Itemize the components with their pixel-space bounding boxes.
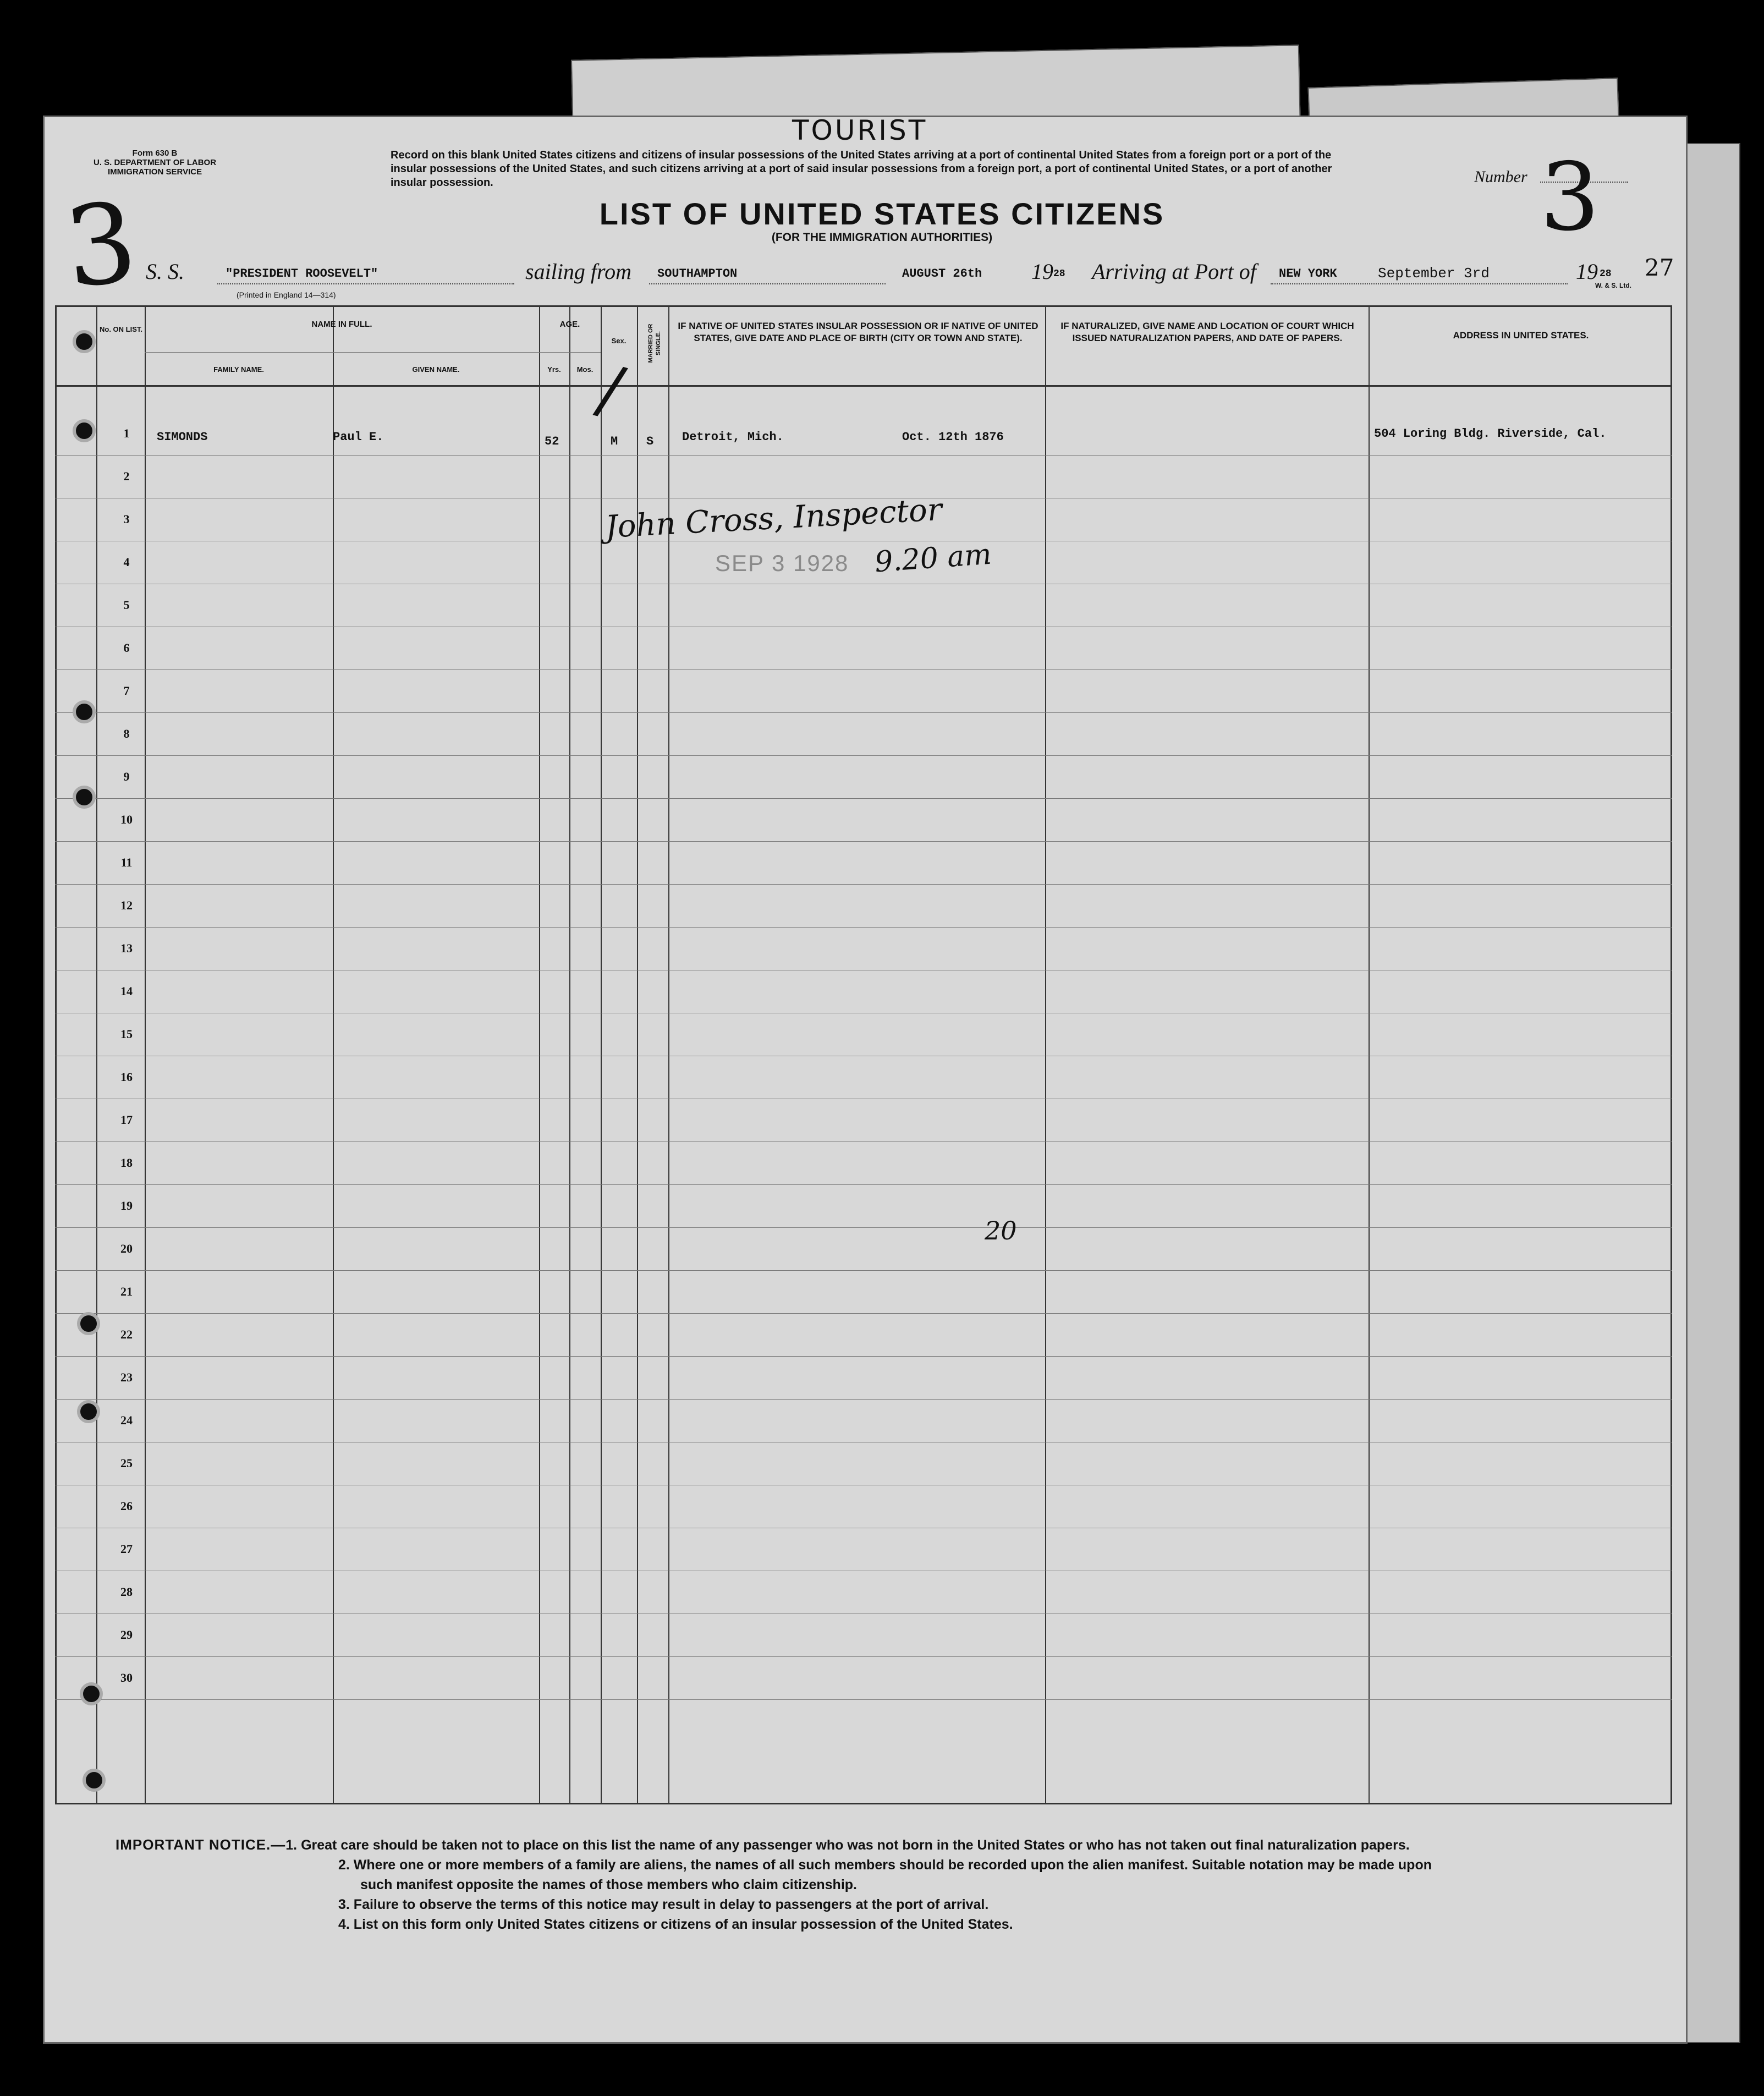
row-number: 6 [123,641,130,655]
notice-item-2b: such manifest opposite the names of those members who claim citizenship. [360,1877,857,1892]
row-number: 13 [120,941,133,955]
header-bottom-rule [55,385,1672,387]
binder-hole [73,330,96,353]
row-number: 1 [123,426,130,440]
row-rule [55,1270,1672,1271]
column-rule [1045,305,1046,1804]
port-from-line [649,283,886,284]
row-number: 29 [120,1628,133,1642]
handwritten-20: 20 [985,1216,1017,1245]
check-mark: / [590,350,631,430]
age-subheader-rule [539,352,601,353]
port-from: SOUTHAMPTON [657,267,738,281]
notice-item-4: 4. List on this form only United States citizens or citizens of an insular possession of the United States. [338,1917,1013,1932]
row-number: 25 [120,1456,133,1470]
page-subtitle: (FOR THE IMMIGRATION AUTHORITIES) [771,231,993,244]
form-number: Form 630 B [132,149,178,158]
entry-birth-place: Detroit, Mich. [682,430,784,444]
row-number: 26 [120,1499,133,1513]
notice-item-2a: 2. Where one or more members of a family are aliens, the names of all such members should be recorded upon the alien manifest. Suitable notation may be made upon [338,1857,1432,1873]
inspector-signature: John Cross, Inspector [604,492,943,545]
tourist-annotation: TOURIST [792,114,928,146]
row-number: 18 [120,1156,133,1170]
row-rule [55,1399,1672,1400]
row-number: 27 [120,1542,133,1556]
binder-hole [73,786,96,809]
header-months: Mos. [576,365,594,374]
row-rule [55,712,1672,713]
row-rule [55,1227,1672,1228]
entry-address: 504 Loring Bldg. Riverside, Cal. [1374,427,1607,441]
header-family-name: FAMILY NAME. [213,365,264,374]
row-rule [55,1356,1672,1357]
binder-hole [80,1682,103,1705]
sailing-date: AUGUST 26th [902,267,982,281]
row-number: 16 [120,1070,133,1084]
row-number: 8 [123,727,130,740]
row-rule [55,755,1672,756]
column-rule [601,305,602,1804]
column-rule [333,305,334,1804]
row-number: 12 [120,898,133,912]
row-number: 5 [123,598,130,612]
header-naturalized: IF NATURALIZED, GIVE NAME AND LOCATION OF COURT WHICH ISSUED NATURALIZATION PAPERS, AND DATE OF PAPERS. [1060,321,1354,343]
notice-lead: IMPORTANT NOTICE.— [116,1836,286,1853]
binder-hole [73,700,96,723]
row-number: 28 [120,1585,133,1599]
entry-given-name: Paul E. [333,430,384,444]
year-suffix-2: 28 [1600,268,1612,279]
row-rule [55,1184,1672,1185]
department-label: U. S. DEPARTMENT OF LABOR [94,158,217,167]
row-number: 3 [123,512,130,526]
binder-hole [83,1769,106,1792]
header-age: AGE. [559,320,580,329]
row-number: 19 [120,1199,133,1212]
list-number: 3 [1540,143,1600,252]
header-name-in-full: NAME IN FULL. [311,320,372,329]
form-identifier [94,149,216,177]
header-sex: Sex. [611,337,627,345]
row-number: 22 [120,1327,133,1341]
column-rule [569,305,570,1804]
header-years: Yrs. [547,365,561,374]
printer-mark: W. & S. Ltd. [1595,282,1631,289]
arrival-line [1271,283,1568,284]
binder-hole [73,419,96,442]
port-to: NEW YORK [1279,267,1337,281]
header-native: IF NATIVE OF UNITED STATES INSULAR POSSESSION OR IF NATIVE OF UNITED STATES, GIVE DATE AND PLACE OF BIRTH (CITY OR TOWN AND STATE). [678,321,1038,343]
row-number: 21 [120,1285,133,1298]
notice-item-1: 1. Great care should be taken not to place on this list the name of any passenger who was not born in the United States or who has not taken out final naturalization papers. [285,1837,1410,1853]
date-stamp: SEP 3 1928 [715,550,849,576]
header-given-name: GIVEN NAME. [412,365,460,374]
notice-item-3: 3. Failure to observe the terms of this notice may result in delay to passengers at the port of arrival. [338,1897,989,1912]
row-rule [55,1656,1672,1657]
entry-birth-date: Oct. 12th 1876 [902,430,1004,444]
row-rule [55,455,1672,456]
header-no: No. ON LIST. [100,325,142,333]
row-rule [55,1699,1672,1700]
arrival-date: September 3rd [1378,265,1490,282]
entry-family-name: SIMONDS [157,430,208,444]
service-label: IMMIGRATION SERVICE [107,167,202,177]
row-number: 9 [123,770,130,783]
entry-sex: M [611,435,618,448]
inspection-time: 9.20 am [873,537,993,579]
column-rule [1369,305,1370,1804]
year-suffix-1: 28 [1053,268,1065,279]
row-rule [55,884,1672,885]
entry-age-years: 52 [545,435,559,448]
row-number: 11 [120,855,133,869]
row-number: 15 [120,1027,133,1041]
margin-number-27: 27 [1645,254,1674,281]
row-number: 10 [120,813,133,826]
row-number: 30 [120,1671,133,1685]
entry-marital-status: S [646,435,654,448]
binder-hole [77,1312,100,1335]
row-rule [55,927,1672,928]
binder-hole [77,1400,100,1423]
row-number: 20 [120,1242,133,1255]
header-address: ADDRESS IN UNITED STATES. [1453,330,1589,341]
year-prefix-1: 19 [1031,259,1053,284]
name-subheader-rule [145,352,539,353]
row-rule [55,1313,1672,1314]
row-number: 24 [120,1413,133,1427]
page-title: LIST OF UNITED STATES CITIZENS [599,196,1165,231]
printed-in-note: (Printed in England 14—314) [237,290,336,299]
header-married-single: MARRIED OR SINGLE. [647,323,662,363]
ss-label: S. S. [146,259,184,284]
row-rule [55,841,1672,842]
number-label: Number [1474,168,1527,186]
arriving-label: Arriving at Port of [1092,259,1256,284]
row-number: 23 [120,1370,133,1384]
row-number: 17 [120,1113,133,1127]
important-notice [116,1835,1672,1934]
column-rule [96,305,97,1804]
ship-name-line [217,283,514,284]
row-number: 14 [120,984,133,998]
ship-name: "PRESIDENT ROOSEVELT" [226,267,378,281]
row-rule [55,798,1672,799]
handwritten-margin-number: 3 [59,178,143,314]
year-prefix-2: 19 [1576,259,1598,284]
row-number: 7 [123,684,130,698]
row-number: 2 [123,469,130,483]
row-number: 4 [123,555,130,569]
record-instructions: Record on this blank United States citizens and citizens of insular possessions of the United States arriving at a port of continental United States from a foreign port or a port of the insular possessions of the United States, and such citizens arriving at a port of said insular possessions from a foreign port, a port of continental United States, or a port of another insular possession. [391,149,1332,189]
sailing-from-label: sailing from [525,259,631,284]
column-rule [539,305,540,1804]
column-rule [145,305,146,1804]
